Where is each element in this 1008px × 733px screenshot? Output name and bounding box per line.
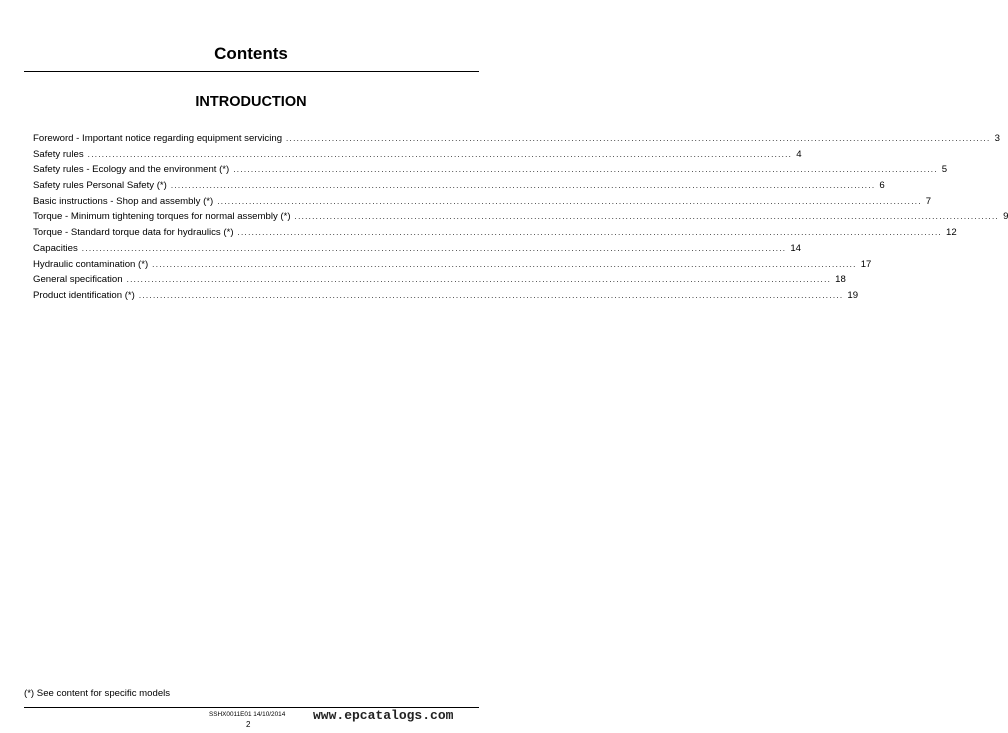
toc-entry[interactable] xyxy=(33,131,1000,147)
toc-entry[interactable] xyxy=(33,257,872,273)
toc-entry-page[interactable]: 18 xyxy=(835,274,846,286)
toc-entry-title[interactable]: General specification xyxy=(33,274,123,286)
toc-entry-page[interactable]: 4 xyxy=(796,148,802,160)
toc-entry-page[interactable]: 5 xyxy=(941,164,948,176)
toc-entry-title[interactable]: Torque - Minimum tightening torques for normal assembly (*) xyxy=(33,211,291,223)
toc-leader-dots: ........................................................................................................................................................................................................ xyxy=(126,275,832,285)
toc-entry-title[interactable]: Safety rules Personal Safety (*) xyxy=(33,180,167,192)
toc-entry[interactable] xyxy=(33,209,1008,225)
toc-entry[interactable] xyxy=(33,272,846,288)
toc-list xyxy=(33,131,1008,304)
toc-leader-dots: ........................................................................................................................................................................................................ xyxy=(87,149,793,159)
toc-leader-dots: ........................................................................................................................................................................................................ xyxy=(138,290,844,300)
toc-entry-title[interactable]: Hydraulic contamination (*) xyxy=(33,258,149,270)
toc-leader-dots: ........................................................................................................................................................................................................ xyxy=(152,259,857,269)
footnote: (*) See content for specific models xyxy=(24,688,171,699)
toc-entry-page[interactable]: 19 xyxy=(847,289,859,301)
title-divider xyxy=(24,71,479,72)
watermark-url: www.epcatalogs.com xyxy=(313,708,454,723)
toc-entry[interactable] xyxy=(33,162,948,178)
toc-entry[interactable] xyxy=(33,241,801,257)
toc-entry-title[interactable]: Basic instructions - Shop and assembly (*) xyxy=(33,195,214,207)
document-code: SSHX0011E01 14/10/2014 xyxy=(209,711,286,718)
toc-entry-title[interactable]: Torque - Standard torque data for hydraulics (*) xyxy=(33,227,234,239)
toc-entry-page[interactable]: 14 xyxy=(790,242,801,254)
page-number: 2 xyxy=(246,720,251,729)
toc-entry[interactable] xyxy=(33,147,802,163)
toc-leader-dots: ........................................................................................................................................................................................................ xyxy=(170,181,876,191)
toc-leader-dots: ........................................................................................................................................................................................................ xyxy=(237,228,943,238)
section-heading: INTRODUCTION xyxy=(195,94,307,110)
toc-entry[interactable] xyxy=(33,225,957,241)
toc-leader-dots: ........................................................................................................................................................................................................ xyxy=(81,243,787,253)
toc-entry-page[interactable]: 7 xyxy=(925,195,932,207)
toc-entry-page[interactable]: 6 xyxy=(879,180,885,192)
toc-entry-page[interactable]: 17 xyxy=(860,258,872,270)
toc-entry[interactable] xyxy=(33,178,885,194)
toc-entry-title[interactable]: Product identification (*) xyxy=(33,289,135,301)
toc-entry-title[interactable]: Safety rules - Ecology and the environment (*) xyxy=(33,164,230,176)
toc-leader-dots: ........................................................................................................................................................................................................ xyxy=(294,212,1000,222)
toc-entry-page[interactable]: 9 xyxy=(1003,211,1008,223)
toc-entry-title[interactable]: Foreword - Important notice regarding equipment servicing xyxy=(33,133,283,144)
toc-entry-title[interactable]: Capacities xyxy=(33,242,78,254)
toc-leader-dots: ........................................................................................................................................................................................................ xyxy=(233,165,938,175)
toc-entry-page[interactable]: 12 xyxy=(946,227,957,239)
toc-entry-page[interactable]: 3 xyxy=(994,133,1000,144)
toc-leader-dots: ........................................................................................................................................................................................................ xyxy=(286,134,991,143)
page-title: Contents xyxy=(214,44,288,63)
toc-entry[interactable] xyxy=(33,288,859,304)
toc-leader-dots: ........................................................................................................................................................................................................ xyxy=(217,196,922,206)
toc-entry-title[interactable]: Safety rules xyxy=(33,148,84,160)
toc-entry[interactable] xyxy=(33,194,932,210)
